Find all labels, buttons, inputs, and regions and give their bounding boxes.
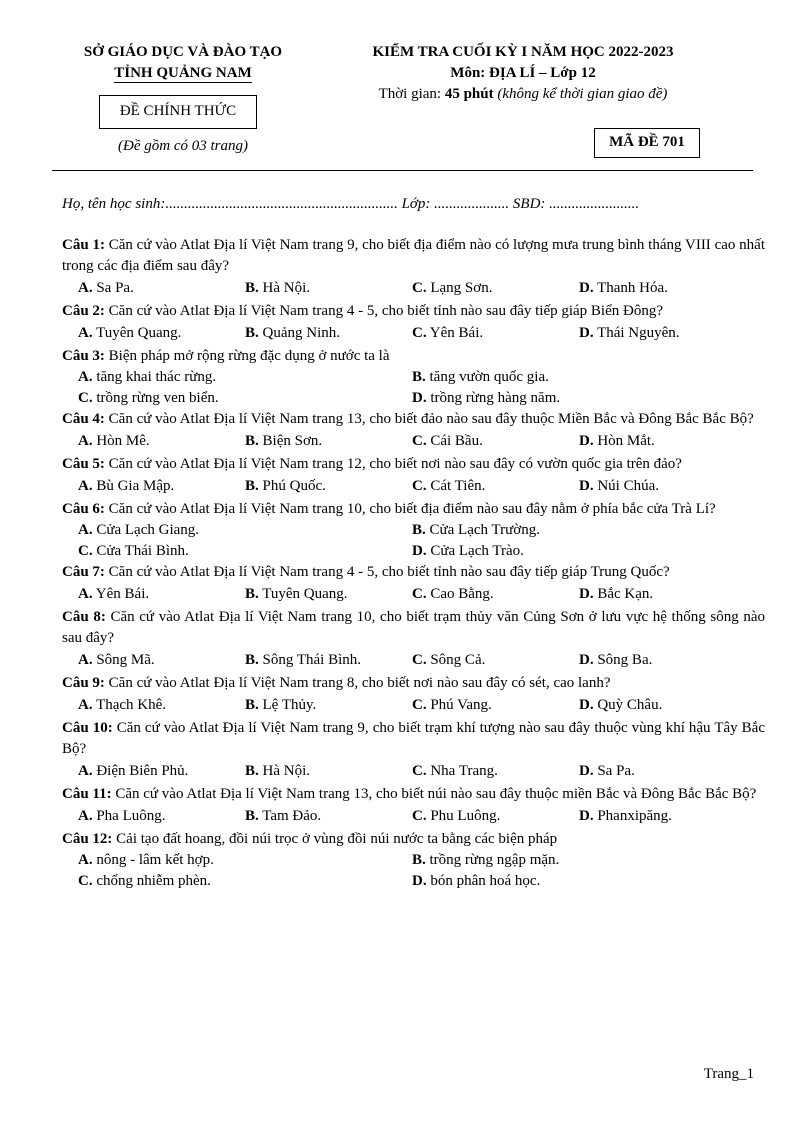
- answer-option-c: [412, 694, 492, 717]
- option-text: Cát Tiên.: [426, 478, 486, 494]
- answer-option-c: [412, 583, 494, 606]
- option-text: Tuyên Quang.: [258, 586, 348, 602]
- official-exam-label: ĐỀ CHÍNH THỨC: [99, 95, 257, 129]
- option-text: Phanxipăng.: [593, 808, 672, 824]
- option-letter: A.: [78, 325, 93, 341]
- question-11: [62, 784, 765, 829]
- question-stem: [62, 673, 765, 694]
- option-letter: D.: [579, 478, 594, 494]
- option-letter: A.: [78, 652, 93, 668]
- answer-option-a: [78, 694, 166, 717]
- answer-option-d: [579, 277, 668, 300]
- question-10: [62, 718, 765, 784]
- answer-option-b: [245, 694, 316, 717]
- question-text: Cải tạo đất hoang, đồi núi trọc ở vùng đồi núi nước ta bằng các biện pháp: [112, 831, 558, 847]
- answer-row: [62, 388, 765, 409]
- question-text: Căn cứ vào Atlat Địa lí Việt Nam trang 4 - 5, cho biết tỉnh nào sau đây tiếp giáp Trung Quốc?: [104, 564, 670, 580]
- question-number: Câu 2:: [62, 303, 105, 319]
- option-letter: B.: [245, 280, 259, 296]
- subject-line: Môn: ĐỊA LÍ – Lớp 12: [450, 65, 596, 81]
- answer-option-b: [245, 583, 348, 606]
- question-number: Câu 12:: [62, 831, 113, 847]
- answer-option-b: [245, 430, 322, 453]
- answer-option-a: [78, 322, 181, 345]
- question-stem: [62, 454, 765, 475]
- option-text: Phú Vang.: [426, 697, 492, 713]
- province-name: TỈNH QUẢNG NAM: [114, 65, 252, 81]
- answer-option-b: [245, 322, 340, 345]
- answer-option-a: [78, 367, 216, 387]
- option-text: Tam Đảo.: [258, 808, 322, 824]
- option-text: Bù Gia Mập.: [92, 478, 175, 494]
- option-letter: C.: [412, 586, 427, 602]
- option-text: Hà Nội.: [258, 763, 311, 779]
- option-text: Sa Pa.: [92, 280, 134, 296]
- question-number: Câu 4:: [62, 411, 105, 427]
- question-text: Căn cứ vào Atlat Địa lí Việt Nam trang 10, cho biết địa điểm nào sau đây nằm ở phía bắc cửa Trà Lí?: [104, 501, 716, 517]
- answer-option-d: [412, 388, 560, 408]
- answer-option-d: [579, 805, 672, 828]
- option-text: Thanh Hóa.: [593, 280, 668, 296]
- option-letter: B.: [245, 763, 259, 779]
- option-text: Tuyên Quang.: [92, 325, 182, 341]
- option-text: Cái Bầu.: [426, 433, 483, 449]
- question-text: Căn cứ vào Atlat Địa lí Việt Nam trang 10, cho biết trạm thủy văn Củng Sơn ở lưu vực hệ thống sông nào sau đây?: [62, 609, 766, 646]
- option-text: Yên Bái.: [426, 325, 484, 341]
- option-letter: A.: [78, 280, 93, 296]
- option-text: Lạng Sơn.: [426, 280, 493, 296]
- question-text: Căn cứ vào Atlat Địa lí Việt Nam trang 8, cho biết nơi nào sau đây có sét, cao lanh?: [104, 675, 611, 691]
- option-letter: C.: [412, 478, 427, 494]
- option-text: nông - lâm kết hợp.: [92, 852, 214, 868]
- answer-option-a: [78, 430, 150, 453]
- question-number: Câu 5:: [62, 456, 105, 472]
- question-text: Căn cứ vào Atlat Địa lí Việt Nam trang 12, cho biết nơi nào sau đây có vườn quốc gia trên đảo?: [104, 456, 682, 472]
- answer-row: [62, 760, 765, 784]
- option-letter: C.: [78, 390, 93, 406]
- option-letter: D.: [579, 808, 594, 824]
- answer-option-c: [412, 475, 485, 498]
- option-letter: C.: [412, 433, 427, 449]
- header-left: [52, 42, 314, 84]
- option-letter: B.: [245, 586, 259, 602]
- option-text: Sông Mã.: [92, 652, 155, 668]
- option-letter: B.: [412, 522, 426, 538]
- question-5: [62, 454, 765, 499]
- option-text: trồng rừng ngập mặn.: [425, 852, 560, 868]
- question-stem: [62, 784, 765, 805]
- option-text: chống nhiễm phèn.: [92, 873, 211, 889]
- option-letter: C.: [78, 543, 93, 559]
- question-6: [62, 499, 765, 562]
- option-text: Lệ Thủy.: [258, 697, 317, 713]
- option-text: Cao Bằng.: [426, 586, 494, 602]
- answer-row: [62, 367, 765, 388]
- answer-option-b: [412, 367, 549, 387]
- option-letter: C.: [412, 280, 427, 296]
- option-letter: B.: [245, 433, 259, 449]
- question-stem: [62, 829, 765, 850]
- answer-option-d: [579, 475, 659, 498]
- question-text: Biện pháp mở rộng rừng đặc dụng ở nước ta là: [104, 348, 390, 364]
- answer-row: [62, 322, 765, 346]
- exam-code-box: MÃ ĐỀ 701: [594, 128, 700, 158]
- answer-option-d: [579, 430, 655, 453]
- option-text: Nha Trang.: [426, 763, 498, 779]
- question-stem: [62, 607, 765, 649]
- answer-option-c: [412, 277, 492, 300]
- question-number: Câu 11:: [62, 786, 112, 802]
- option-letter: C.: [78, 873, 93, 889]
- option-letter: A.: [78, 369, 93, 385]
- option-letter: D.: [412, 543, 427, 559]
- option-letter: B.: [245, 808, 259, 824]
- option-letter: B.: [245, 652, 259, 668]
- answer-option-b: [245, 277, 310, 300]
- option-text: Sa Pa.: [593, 763, 635, 779]
- answer-option-c: [78, 871, 211, 891]
- answer-option-d: [412, 871, 540, 891]
- option-text: trồng rừng hàng năm.: [426, 390, 561, 406]
- option-text: Hòn Mắt.: [593, 433, 655, 449]
- option-text: Cửa Thái Bình.: [92, 543, 189, 559]
- student-info-line: Họ, tên học sinh:.............................................................. Lớp: .................... SBD: ........................: [62, 196, 640, 212]
- option-letter: A.: [78, 522, 93, 538]
- option-text: Biện Sơn.: [258, 433, 323, 449]
- option-text: Cửa Lạch Giang.: [92, 522, 200, 538]
- answer-row: [62, 850, 765, 871]
- time-line: Thời gian: 45 phút (không kể thời gian giao đề): [378, 86, 668, 102]
- answer-row: [62, 475, 765, 499]
- department-name: SỞ GIÁO DỤC VÀ ĐÀO TẠO: [83, 44, 283, 60]
- answer-option-a: [78, 583, 149, 606]
- answer-row: [62, 277, 765, 301]
- answer-option-c: [78, 388, 219, 408]
- answer-option-a: [78, 520, 199, 540]
- option-text: bón phân hoá học.: [426, 873, 541, 889]
- option-letter: D.: [579, 652, 594, 668]
- option-letter: A.: [78, 808, 93, 824]
- question-number: Câu 9:: [62, 675, 105, 691]
- answer-option-b: [245, 760, 310, 783]
- answer-option-a: [78, 277, 134, 300]
- page-number: Trang_1: [703, 1066, 754, 1082]
- question-3: [62, 346, 765, 409]
- answer-option-c: [412, 649, 485, 672]
- option-letter: D.: [412, 390, 427, 406]
- question-stem: [62, 409, 765, 430]
- option-text: Sông Ba.: [593, 652, 653, 668]
- header-right: [318, 42, 728, 105]
- answer-option-a: [78, 805, 166, 828]
- option-text: Sông Thái Bình.: [258, 652, 361, 668]
- answer-option-d: [412, 541, 524, 561]
- answer-option-b: [412, 850, 559, 870]
- option-letter: A.: [78, 852, 93, 868]
- question-number: Câu 3:: [62, 348, 105, 364]
- option-letter: D.: [579, 433, 594, 449]
- question-text: Căn cứ vào Atlat Địa lí Việt Nam trang 13, cho biết đảo nào sau đây thuộc Miền Bắc và Đông Bắc Bắc Bộ?: [104, 411, 754, 427]
- answer-option-c: [412, 430, 483, 453]
- answer-option-c: [412, 322, 483, 345]
- option-letter: D.: [579, 697, 594, 713]
- option-text: Pha Luông.: [92, 808, 166, 824]
- option-letter: A.: [78, 433, 93, 449]
- option-text: Điện Biên Phủ.: [92, 763, 189, 779]
- option-letter: B.: [412, 369, 426, 385]
- option-letter: A.: [78, 586, 93, 602]
- option-text: trồng rừng ven biển.: [92, 390, 219, 406]
- option-text: Phu Luông.: [426, 808, 501, 824]
- answer-option-d: [579, 583, 653, 606]
- option-letter: D.: [579, 280, 594, 296]
- option-text: Quỳ Châu.: [593, 697, 663, 713]
- question-text: Căn cứ vào Atlat Địa lí Việt Nam trang 13, cho biết núi nào sau đây thuộc miền Bắc và Đông Bắc Bắc Bộ?: [111, 786, 757, 802]
- answer-option-c: [412, 805, 500, 828]
- exam-title: KIỂM TRA CUỐI KỲ I NĂM HỌC 2022-2023: [372, 44, 674, 60]
- option-text: Cửa Lạch Trường.: [425, 522, 540, 538]
- question-stem: [62, 301, 765, 322]
- question-stem: [62, 562, 765, 583]
- answer-option-c: [412, 760, 498, 783]
- answer-option-a: [78, 649, 155, 672]
- answer-row: [62, 541, 765, 562]
- question-list: [62, 235, 765, 892]
- answer-option-b: [245, 805, 321, 828]
- option-text: Cửa Lạch Trào.: [426, 543, 524, 559]
- option-text: Bắc Kạn.: [593, 586, 654, 602]
- answer-row: [62, 520, 765, 541]
- option-letter: D.: [579, 325, 594, 341]
- question-2: [62, 301, 765, 346]
- question-1: [62, 235, 765, 301]
- option-text: Sông Cả.: [426, 652, 486, 668]
- option-letter: D.: [412, 873, 427, 889]
- answer-option-a: [78, 760, 188, 783]
- answer-option-a: [78, 475, 174, 498]
- question-stem: [62, 235, 765, 277]
- option-letter: B.: [245, 697, 259, 713]
- option-text: Thái Nguyên.: [593, 325, 680, 341]
- option-letter: A.: [78, 697, 93, 713]
- question-8: [62, 607, 765, 673]
- option-text: Thạch Khê.: [92, 697, 167, 713]
- question-stem: [62, 499, 765, 520]
- question-number: Câu 8:: [62, 609, 106, 625]
- question-text: Căn cứ vào Atlat Địa lí Việt Nam trang 9, cho biết trạm khí tượng nào sau đây thuộc vùng khí hậu Tây Bắc Bộ?: [62, 720, 765, 757]
- option-text: Núi Chúa.: [593, 478, 660, 494]
- option-letter: B.: [412, 852, 426, 868]
- question-12: [62, 829, 765, 892]
- question-9: [62, 673, 765, 718]
- answer-row: [62, 871, 765, 892]
- option-letter: B.: [245, 478, 259, 494]
- question-number: Câu 7:: [62, 564, 105, 580]
- header-divider: [52, 170, 753, 171]
- answer-option-d: [579, 694, 662, 717]
- question-number: Câu 10:: [62, 720, 113, 736]
- option-text: tăng khai thác rừng.: [92, 369, 217, 385]
- option-text: Yên Bái.: [92, 586, 150, 602]
- answer-option-d: [579, 322, 680, 345]
- option-text: Quảng Ninh.: [258, 325, 341, 341]
- option-text: Phú Quốc.: [258, 478, 326, 494]
- option-text: tăng vườn quốc gia.: [425, 369, 549, 385]
- answer-option-a: [78, 850, 214, 870]
- option-letter: C.: [412, 808, 427, 824]
- answer-row: [62, 694, 765, 718]
- time-note: (không kể thời gian giao đề): [493, 86, 668, 102]
- question-4: [62, 409, 765, 454]
- answer-option-c: [78, 541, 189, 561]
- answer-row: [62, 649, 765, 673]
- question-text: Căn cứ vào Atlat Địa lí Việt Nam trang 4 - 5, cho biết tỉnh nào sau đây tiếp giáp Biển Đông?: [104, 303, 663, 319]
- option-letter: C.: [412, 325, 427, 341]
- option-letter: D.: [579, 763, 594, 779]
- answer-option-d: [579, 649, 652, 672]
- answer-option-b: [245, 649, 361, 672]
- answer-row: [62, 583, 765, 607]
- question-text: Căn cứ vào Atlat Địa lí Việt Nam trang 9, cho biết địa điểm nào có lượng mưa trung bình tháng VIII cao nhất trong các địa điểm sau đây?: [62, 237, 765, 274]
- option-letter: C.: [412, 652, 427, 668]
- question-stem: [62, 346, 765, 367]
- option-letter: D.: [579, 586, 594, 602]
- answer-option-b: [412, 520, 540, 540]
- option-text: Hà Nội.: [258, 280, 311, 296]
- question-7: [62, 562, 765, 607]
- option-letter: C.: [412, 763, 427, 779]
- answer-option-b: [245, 475, 326, 498]
- option-text: Hòn Mê.: [92, 433, 150, 449]
- option-letter: A.: [78, 763, 93, 779]
- question-number: Câu 6:: [62, 501, 105, 517]
- page-count-note: (Đề gồm có 03 trang): [118, 138, 248, 154]
- option-letter: A.: [78, 478, 93, 494]
- answer-row: [62, 430, 765, 454]
- question-stem: [62, 718, 765, 760]
- option-letter: B.: [245, 325, 259, 341]
- answer-option-d: [579, 760, 635, 783]
- subject-name: ĐỊA LÍ – Lớp 12: [489, 65, 596, 81]
- option-letter: C.: [412, 697, 427, 713]
- answer-row: [62, 805, 765, 829]
- time-value: 45 phút: [444, 86, 494, 102]
- question-number: Câu 1:: [62, 237, 105, 253]
